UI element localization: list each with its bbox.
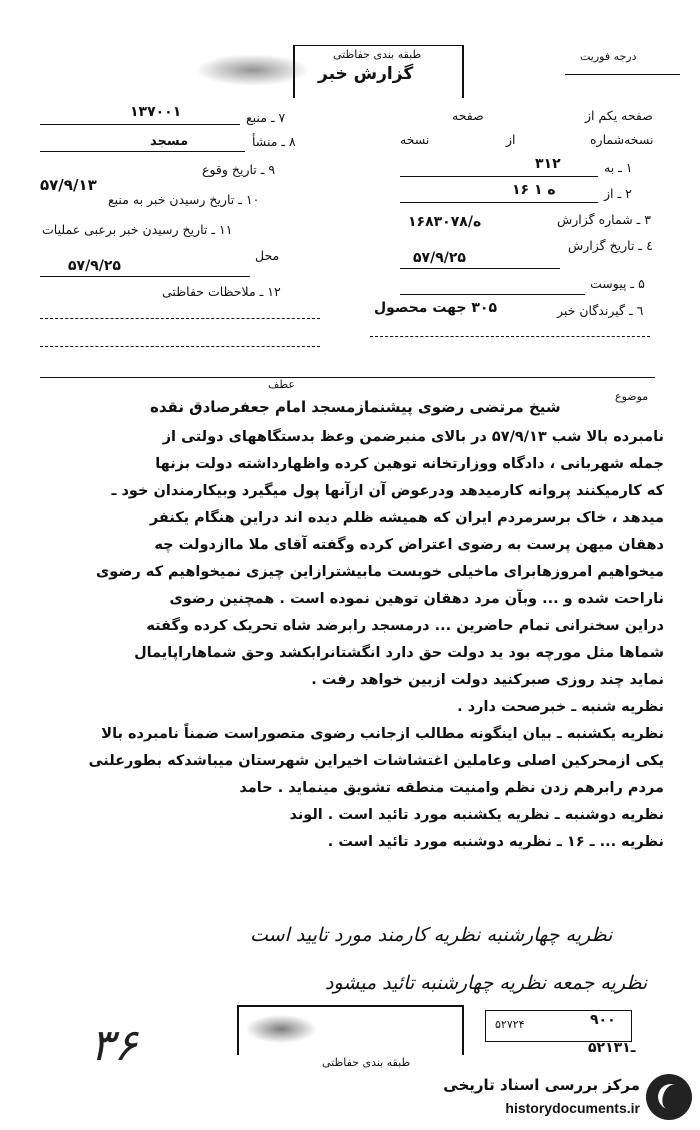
field-5-underline: [400, 294, 585, 295]
body-line: میخواهیم امروزهابرای ماخیلی خوبست مابیشترازاین چیزی نمیخواهیم که رضوی: [96, 564, 664, 580]
field-9-label: ۹ ـ تاریخ وقوع: [202, 162, 276, 177]
field-8-underline: [40, 151, 245, 152]
footer-classification-label: طبقه بندی حفاظتی: [322, 1056, 411, 1069]
footer-stamp: [246, 1015, 316, 1043]
archive-watermark: [443, 1070, 698, 1128]
subject-label: موضوع: [615, 390, 649, 403]
field-3-label: ۳ ـ شماره گزارش: [557, 212, 652, 227]
reference-label: عطف: [268, 378, 295, 391]
stamp-code: ۵۲۷۲۴: [495, 1018, 525, 1031]
body-line: نظریه دوشنبه ـ نظریه یکشنبه مورد تائید است . الوند: [289, 807, 664, 823]
body-line: یکی ازمحرکین اصلی وعاملین اغتشاشات اخیراین شهرستان میباشدکه بطورعلنی: [88, 753, 664, 769]
field-8-value: مسجد: [150, 134, 189, 149]
copy-label: نسخه‌شماره: [590, 132, 654, 147]
notes-dash-line-1: [40, 318, 320, 319]
body-line: میدهد ، خاک برسرمردم ایران که همیشه ظلم دیده اند دراین هنگام یکنفر: [149, 510, 664, 526]
field-6-label: ٦ ـ گیرندگان خبر: [557, 303, 644, 318]
page-label-2: صفحه: [452, 108, 484, 123]
secret-stamp: [195, 54, 310, 86]
field-4-label: ٤ ـ تاریخ گزارش: [568, 238, 653, 253]
field-2-label: ۲ ـ از: [604, 186, 632, 201]
field-4-value: ۵۷/۹/۲۵: [413, 250, 466, 266]
body-line: نظریه ... ـ ۱۶ ـ نظریه دوشنبه مورد تائید است .: [327, 834, 664, 850]
body-line: شماها مثل مورچه بود ید دولت حق دارد انگشتانرابکشد وحق شماهاراپایمال: [134, 645, 664, 661]
handwritten-note-2: نظریه جمعه نظریه چهارشنبه تائید میشود: [325, 972, 648, 994]
reference-rule: [40, 377, 655, 378]
report-title: گزارش خبر: [318, 64, 414, 84]
field-7-value: ۱۳۷۰۰۱: [130, 104, 182, 120]
body-line: نظریه یکشنبه ـ بیان اینگونه مطالب ازجانب رضوی متصوراست ضمناً نامبرده بالا: [101, 726, 664, 742]
field-1-label: ۱ ـ به: [604, 160, 633, 175]
field-4-underline: [400, 268, 560, 269]
body-line: دراین سخنرانی تمام حاضرین ... درمسجد رابرضد شاه تحریک کرده وگفته: [146, 618, 664, 634]
field-12-label: ۱۲ ـ ملاحظات حفاظتی: [162, 284, 281, 299]
copy-of-label: از: [506, 132, 516, 147]
field-3-value: ۱۶ه/۸۳۰۷۸: [408, 214, 482, 230]
archive-title: مرکز بررسی اسناد تاریخی: [443, 1076, 640, 1094]
field-2-underline: [400, 202, 598, 203]
page-label: صفحه یکم از: [585, 108, 653, 123]
field-7-underline: [40, 124, 240, 125]
handwritten-note-1: نظریه چهارشنبه نظریه کارمند مورد تایید است: [250, 924, 613, 946]
field-9-value: ۵۷/۹/۱۳: [40, 176, 97, 194]
archive-url: historydocuments.ir: [505, 1100, 640, 1116]
form-code: ۵۲ـ۱۳۱: [588, 1040, 636, 1056]
page-number: ۳۶: [90, 1020, 138, 1071]
field-5-label: ۵ ـ پیوست: [590, 276, 645, 291]
field-10-label: ۱۰ ـ تاریخ رسیدن خبر به منبع: [108, 192, 260, 207]
archive-logo-icon: [646, 1074, 692, 1120]
field-7-label: ۷ ـ منبع: [246, 110, 286, 125]
field-8-label: ۸ ـ منشأ: [252, 134, 296, 149]
field-6-dash-line: [370, 336, 650, 337]
field-6-value: ۳۰۵ جهت محصول: [374, 300, 498, 316]
field-1-underline: [400, 176, 598, 177]
notes-dash-line-2: [40, 346, 320, 347]
field-11-value: ۵۷/۹/۲۵: [68, 258, 121, 274]
body-line: نامبرده بالا شب ۵۷/۹/۱۳ در بالای منبرضمن وعظ بدستگاههای دولتی از: [162, 429, 664, 445]
priority-label: درجه فوریت: [580, 50, 637, 63]
body-line: نماید چند روزی صبرکنید دولت ازبین خواهد رفت .: [311, 672, 664, 688]
body-line: جمله شهربانی ، دادگاه ووزارتخانه توهین کرده واظهارداشته دولت بزنها: [155, 456, 664, 472]
body-line: نظریه شنبه ـ خبرصحت دارد .: [457, 699, 664, 715]
body-line: دهقان میهن پرست به رضوی اعتراض کرده وگفته آقای ملا ماازدولت چه: [154, 537, 664, 553]
field-11-label: ۱۱ ـ تاریخ رسیدن خبر برعبی عملیات: [42, 222, 233, 237]
body-line: که کارمیکنند پروانه کارمیدهد ودرعوض آن ازآنها پول میگیرد وبیکارمندان خود ـ: [111, 483, 664, 499]
body-line: مردم رابرهم زدن نظم وامنیت منطقه تشویق مینماید . حامد: [239, 780, 664, 796]
subject-text: شیخ مرتضی رضوی پیشنمازمسجد امام جعفرصادق نقده: [150, 398, 561, 416]
field-11-place: محل: [255, 248, 280, 263]
field-11-underline: [40, 276, 250, 277]
field-1-value: ۳۱۲: [535, 156, 561, 172]
body-line: ناراحت شده و ... وبآن مرد دهقان توهین نموده است . همچنین رضوی: [169, 591, 664, 607]
report-body: [34, 424, 664, 856]
classification-label: طبقه بندی حفاظتی: [333, 48, 422, 61]
stamp-number: ۹۰۰: [590, 1012, 616, 1028]
field-2-value: ۱۶ ه ۱: [512, 182, 556, 198]
copy-label-2: نسخه: [400, 132, 430, 147]
